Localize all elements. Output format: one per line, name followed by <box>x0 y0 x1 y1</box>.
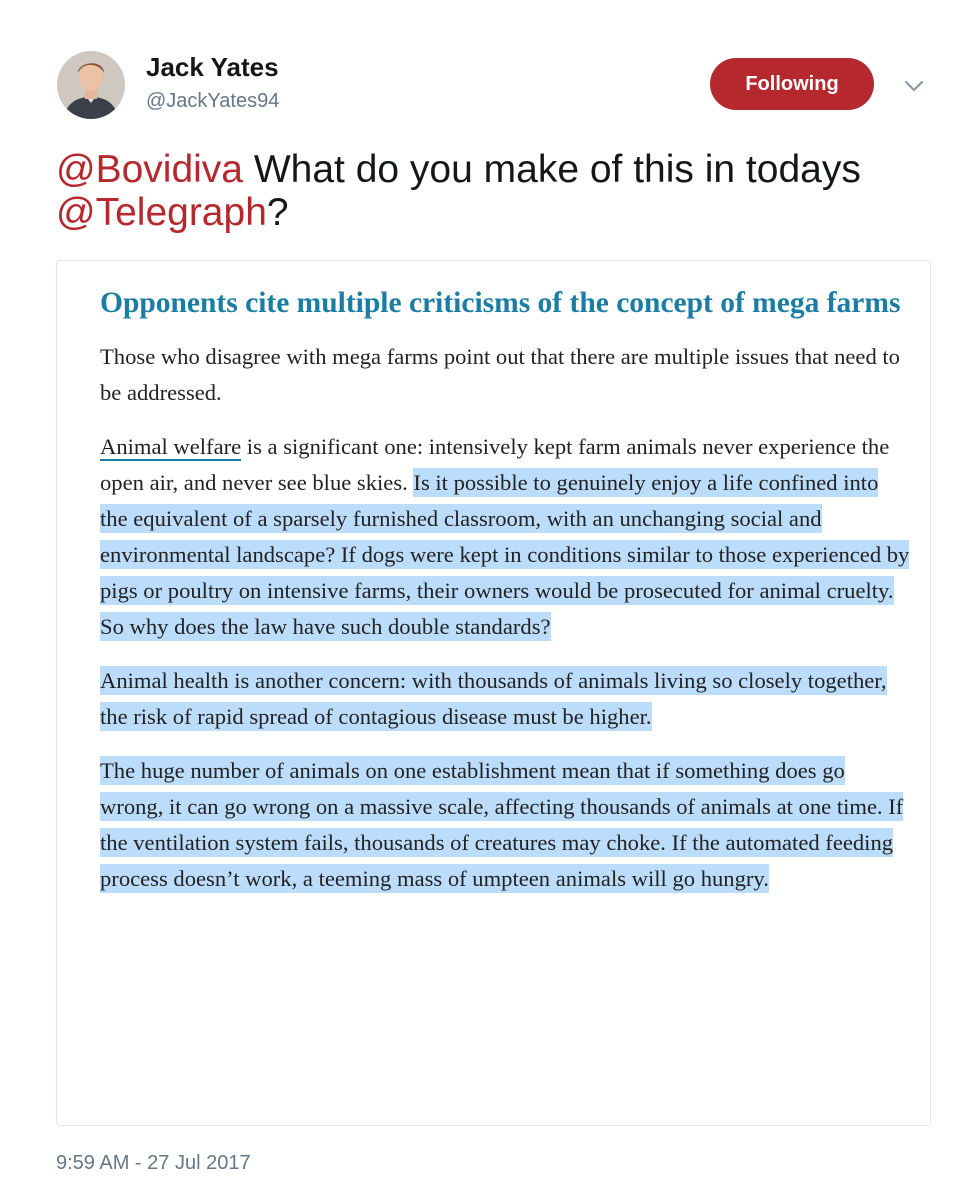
highlighted-text: The huge number of animals on one establishment mean that if something does go wrong, it can go wrong on a massive scale, affecting thousands of animals at one time. If the ventilation system fails, thousands of creatures may choke. If the automated feeding process doesn’t work, a teeming mass of umpteen animals will go hungry. <box>100 758 904 891</box>
chevron-down-icon[interactable] <box>898 70 930 102</box>
article-heading: Opponents cite multiple criticisms of the concept of mega farms <box>100 287 901 319</box>
article-text: is a significant one: intensively kept farm animals never experience the open air, and never see blue skies. <box>100 434 890 495</box>
tweet-timestamp[interactable]: 9:59 AM - 27 Jul 2017 <box>56 1152 251 1174</box>
author-display-name[interactable]: Jack Yates <box>146 52 279 82</box>
article-paragraph <box>100 663 910 735</box>
highlighted-text: Is it possible to genuinely enjoy a life confined into the equivalent of a sparsely furnished classroom, with an unchanging social and environmental landscape? If dogs were kept in conditions similar to those experienced by pigs or poultry on intensive farms, their owners would be prosecuted for animal cruelty. So why does the law have such double standards? <box>100 470 910 639</box>
tweet-text-part: ? <box>266 191 289 234</box>
tweet-text-part: What do you make of this in todays <box>243 148 861 191</box>
article-link[interactable]: Animal welfare <box>100 434 242 459</box>
mention-link[interactable]: @Telegraph <box>56 191 267 234</box>
highlighted-text: Animal health is another concern: with thousands of animals living so closely together, the risk of rapid spread of contagious disease must be higher. <box>100 668 887 729</box>
avatar[interactable] <box>57 51 125 119</box>
following-button[interactable]: Following <box>710 58 874 110</box>
article-paragraph: Those who disagree with mega farms point out that there are multiple issues that need to be addressed. <box>100 344 900 405</box>
author-handle[interactable]: @JackYates94 <box>146 90 280 112</box>
article-paragraph <box>100 753 910 897</box>
article-paragraph <box>100 429 910 645</box>
tweet-text <box>56 148 936 234</box>
article-screenshot <box>100 285 910 897</box>
mention-link[interactable]: @Bovidiva <box>56 148 244 191</box>
attached-image-card[interactable] <box>56 260 931 1126</box>
